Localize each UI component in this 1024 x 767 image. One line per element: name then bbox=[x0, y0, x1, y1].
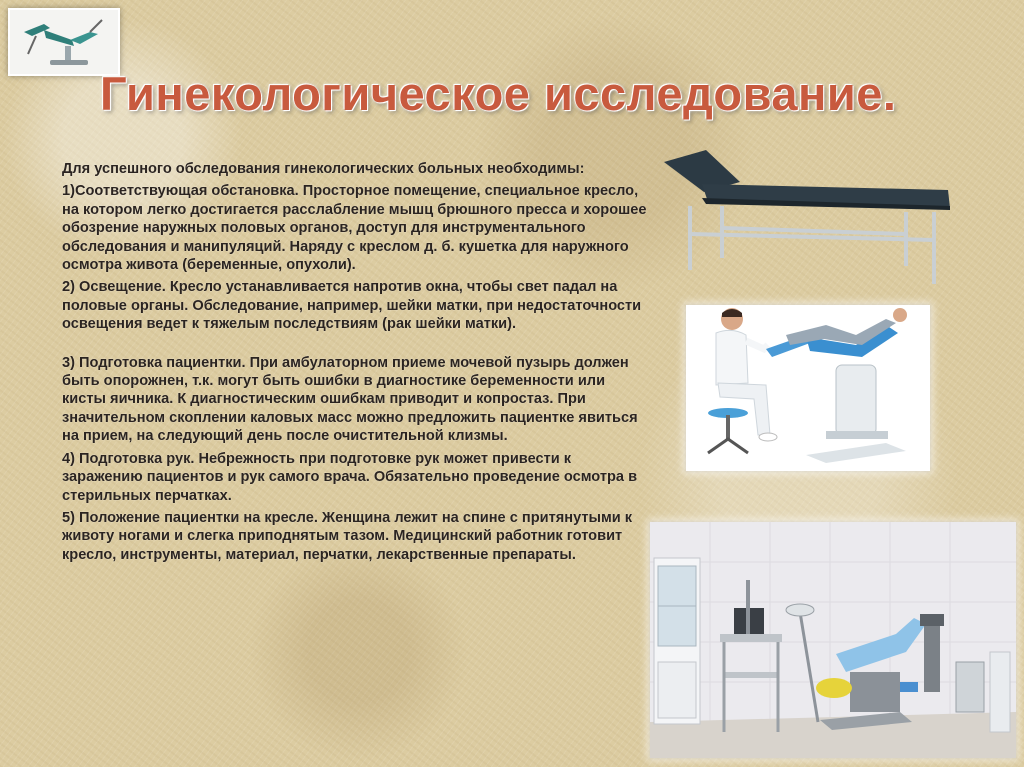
paragraph-4: 4) Подготовка рук. Небрежность при подготовке рук может привести к заражению пациентов и рук самого врача. Обязательно проведение осмотра в стерильных перчатках. bbox=[62, 450, 638, 504]
exam-room-photo-icon bbox=[650, 522, 1016, 758]
paragraph-3: 3) Подготовка пациентки. При амбулаторном приеме мочевой пузырь должен быть опорожнен, т.к. могут быть ошибки в диагностике беременности или кисты яичника. К диагностическим ошибкам приводит и копростаз. При значительном скоплении каловых масс можно предложить пациентке явиться на прием, на следующий день после очистительной клизмы. bbox=[62, 354, 638, 445]
gynecological-chair-photo-icon bbox=[686, 305, 930, 471]
exam-room-photo bbox=[650, 522, 1016, 758]
slide-body bbox=[62, 160, 652, 568]
exam-couch-image bbox=[658, 148, 958, 288]
paragraph-5: 5) Положение пациентки на кресле. Женщина лежит на спине с притянутыми к животу ногами и слегка приподнятым тазом. Медицинский работник готовит кресло, инструменты, материал, перчатки, лекарственные препараты. bbox=[62, 509, 633, 563]
gynecological-chair-photo bbox=[686, 305, 930, 471]
paragraph-intro: Для успешного обследования гинекологических больных необходимы: bbox=[62, 161, 585, 177]
paragraph-1: 1)Соответствующая обстановка. Просторное помещение, специальное кресло, на котором легко достигается расслабление мышц брюшного пресса и хорошее обозрение наружных половых органов, доступ для инструментального обследования и манипуляций. Наряду с креслом д. б. кушетка для наружного осмотра живота (беременные, опухоли). bbox=[62, 183, 647, 274]
gynecological-chair-icon bbox=[10, 10, 118, 74]
exam-couch-icon bbox=[658, 148, 958, 288]
page-title: Гинекологическое исследование. bbox=[100, 67, 897, 120]
paragraph-2: 2) Освещение. Кресло устанавливается напротив окна, чтобы свет падал на половые органы. Обследование, например, шейки матки, при недостаточности освещения ведет к тяжелым последствиям (рак шейки матки). bbox=[62, 279, 642, 333]
